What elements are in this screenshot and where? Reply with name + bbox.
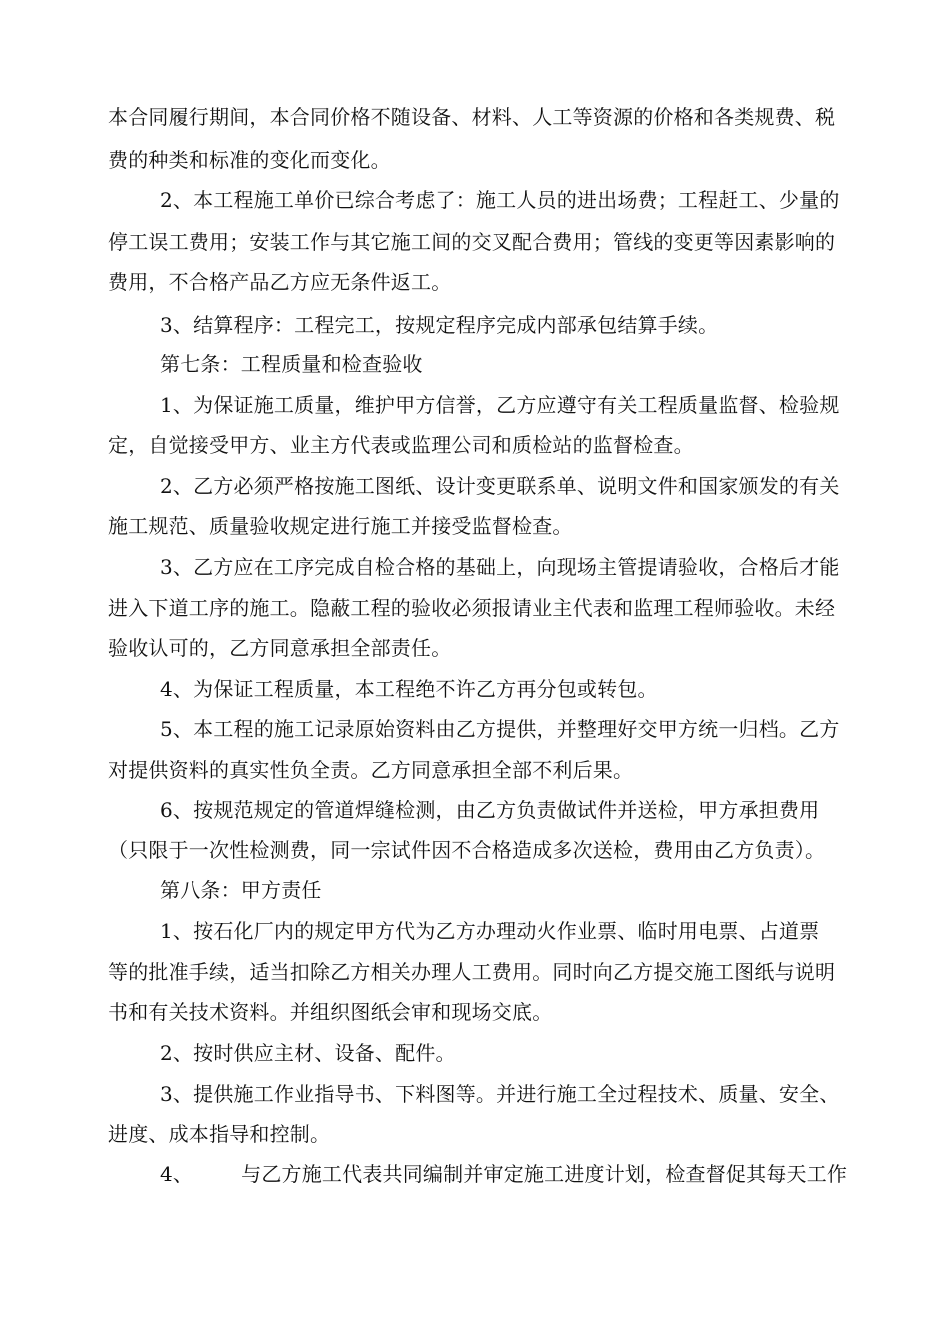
text-line: 3、提供施工作业指导书、下料图等。并进行施工全过程技术、质量、安全、 <box>160 1082 840 1106</box>
text-line: 3、结算程序：工程完工，按规定程序完成内部承包结算手续。 <box>160 313 719 337</box>
text-line: 1、按石化厂内的规定甲方代为乙方办理动火作业票、临时用电票、占道票 <box>160 919 820 943</box>
text-line: 停工误工费用；安装工作与其它施工间的交叉配合费用；管线的变更等因素影响的 <box>108 230 836 254</box>
text-line: 5、本工程的施工记录原始资料由乙方提供，并整理好交甲方统一归档。乙方 <box>160 717 840 741</box>
text-line: 6、按规范规定的管道焊缝检测，由乙方负责做试件并送检，甲方承担费用 <box>160 798 820 822</box>
section-heading: 第七条：工程质量和检查验收 <box>160 352 423 376</box>
text-line: 4、为保证工程质量，本工程绝不许乙方再分包或转包。 <box>160 677 658 701</box>
text-line: 进度、成本指导和控制。 <box>108 1122 331 1146</box>
text-line: 2、本工程施工单价已综合考虑了：施工人员的进出场费；工程赶工、少量的 <box>160 188 840 212</box>
text-line: （只限于一次性检测费，同一宗试件因不合格造成多次送检，费用由乙方负责）。 <box>108 838 826 862</box>
text-line: 本合同履行期间，本合同价格不随设备、材料、人工等资源的价格和各类规费、税 <box>108 105 836 129</box>
text-line: 书和有关技术资料。并组织图纸会审和现场交底。 <box>108 1000 553 1024</box>
text-line: 2、按时供应主材、设备、配件。 <box>160 1041 456 1065</box>
section-heading: 第八条：甲方责任 <box>160 878 322 902</box>
text-line: 1、为保证施工质量，维护甲方信誉，乙方应遵守有关工程质量监督、检验规 <box>160 393 840 417</box>
text-line: 费用，不合格产品乙方应无条件返工。 <box>108 270 452 294</box>
item-number: 4、 <box>160 1162 194 1186</box>
text-line: 2、乙方必须严格按施工图纸、设计变更联系单、说明文件和国家颁发的有关 <box>160 474 840 498</box>
text-line <box>160 1160 847 1188</box>
text-line: 等的批准手续，适当扣除乙方相关办理人工费用。同时向乙方提交施工图纸与说明 <box>108 960 836 984</box>
text-line: 施工规范、质量验收规定进行施工并接受监督检查。 <box>108 514 573 538</box>
text-line: 验收认可的，乙方同意承担全部责任。 <box>108 636 452 660</box>
text-line: 进入下道工序的施工。隐蔽工程的验收必须报请业主代表和监理工程师验收。未经 <box>108 596 836 620</box>
item-text: 与乙方施工代表共同编制并审定施工进度计划，检查督促其每天工作 <box>241 1162 848 1186</box>
text-line: 定，自觉接受甲方、业主方代表或监理公司和质检站的监督检查。 <box>108 433 694 457</box>
text-line: 3、乙方应在工序完成自检合格的基础上，向现场主管提请验收，合格后才能 <box>160 555 840 579</box>
text-line: 费的种类和标准的变化而变化。 <box>108 148 391 172</box>
text-line: 对提供资料的真实性负全责。乙方同意承担全部不利后果。 <box>108 758 634 782</box>
